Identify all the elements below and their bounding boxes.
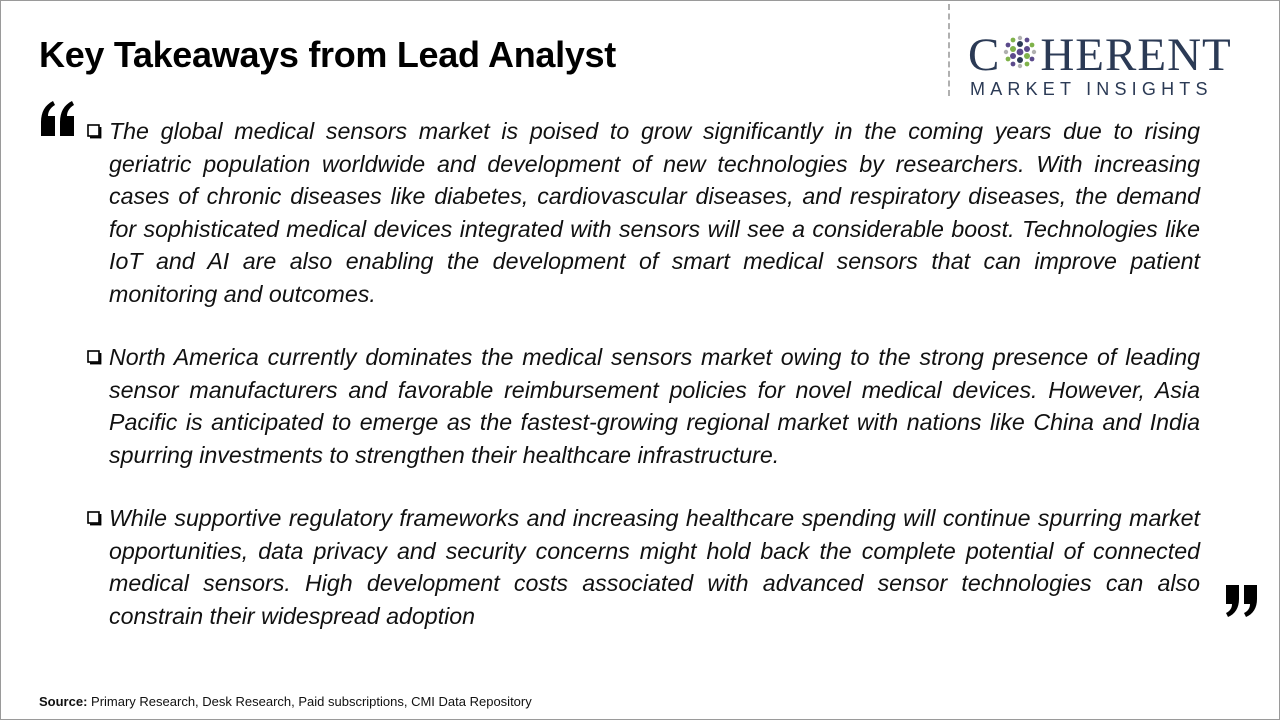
logo-tagline: MARKET INSIGHTS [970, 79, 1213, 99]
checkbox-bullet-icon [87, 511, 102, 526]
logo-dot-globe-icon [1000, 32, 1040, 66]
logo-wordmark [968, 30, 1232, 80]
quote-open-icon [40, 98, 76, 138]
logo-letter-c: C [968, 29, 1001, 81]
takeaway-item [86, 115, 1200, 310]
takeaway-text: The global medical sensors market is poised to grow significantly in the coming years due to rising geriatric population worldwide and development of new technologies by researchers. With increasing cases of chronic diseases like diabetes, cardiovascular diseases, and respiratory diseases, the demand for sophisticated medical devices integrated with sensors will see a considerable boost. Technologies like IoT and AI are also enabling the development of smart medical sensors that can improve patient monitoring and outcomes. [109, 118, 1200, 307]
source-label: Source: [39, 694, 88, 709]
checkbox-bullet-icon [87, 124, 102, 139]
takeaway-text: North America currently dominates the medical sensors market owing to the strong presence of leading sensor manufacturers and favorable reimbursement policies for novel medical devices. However, Asia Pacific is anticipated to emerge as the fastest-growing regional market with nations like China and India spurring investments to strengthen their healthcare infrastructure. [109, 344, 1200, 468]
checkbox-bullet-icon [87, 350, 102, 365]
header-divider [948, 4, 950, 96]
company-logo [968, 30, 1264, 100]
takeaway-item [86, 502, 1200, 632]
quote-close-icon [1224, 584, 1260, 618]
page-title: Key Takeaways from Lead Analyst [39, 34, 616, 75]
logo-letters-herent: HERENT [1040, 29, 1232, 81]
takeaways-list [86, 115, 1200, 632]
source-note [39, 694, 532, 709]
takeaway-text: While supportive regulatory frameworks and increasing healthcare spending will continue spurring market opportunities, data privacy and security concerns might hold back the complete potential of connected medical sensors. High development costs associated with advanced sensor technologies can also constrain their widespread adoption [109, 505, 1200, 629]
takeaway-item [86, 341, 1200, 471]
source-text: Primary Research, Desk Research, Paid subscriptions, CMI Data Repository [91, 694, 532, 709]
